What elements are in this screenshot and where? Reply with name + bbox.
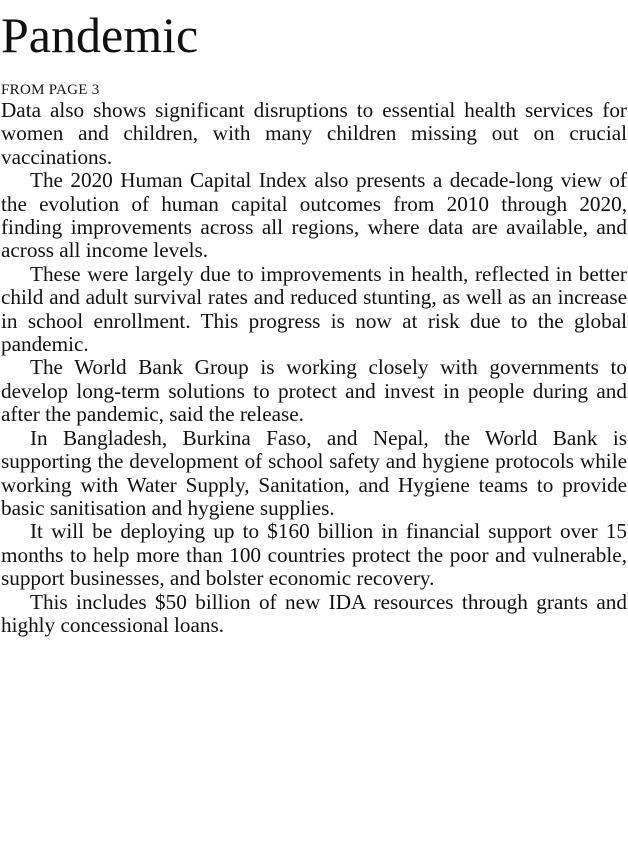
- paragraph-3: These were largely due to improvements in health, reflected in better child and adult survival rates and reduced stunting, as well as an increase in school enrollment. This progress is now at risk due to the global pandemic.: [1, 261, 627, 357]
- jump-line: FROM PAGE 3: [1, 82, 100, 98]
- paragraph-2: The 2020 Human Capital Index also presents a decade-long view of the evolution of human capital outcomes from 2010 through 2020, finding improvements across all regions, where data are available, and across all income levels.: [1, 168, 627, 263]
- article-body: [1, 99, 627, 637]
- paragraph-4: The World Bank Group is working closely with governments to develop long-term solutions to protect and invest in people during and after the pandemic, said the release.: [1, 355, 627, 427]
- paragraph-7: This includes $50 billion of new IDA resources through grants and highly concessional loans.: [1, 589, 627, 637]
- paragraph-5: In Bangladesh, Burkina Faso, and Nepal, the World Bank is supporting the development of school safety and hygiene protocols while working with Water Supply, Sanitation, and Hygiene teams to provide basic sanitisation and hygiene supplies.: [1, 425, 627, 520]
- headline: Pandemic: [1, 7, 199, 63]
- paragraph-1: Data also shows significant disruptions to essential health services for women and children, with many children missing out on crucial vaccinations.: [1, 98, 627, 169]
- paragraph-6: It will be deploying up to $160 billion in financial support over 15 months to help more than 100 countries protect the poor and vulnerable, support businesses, and bolster economic recovery.: [1, 519, 627, 591]
